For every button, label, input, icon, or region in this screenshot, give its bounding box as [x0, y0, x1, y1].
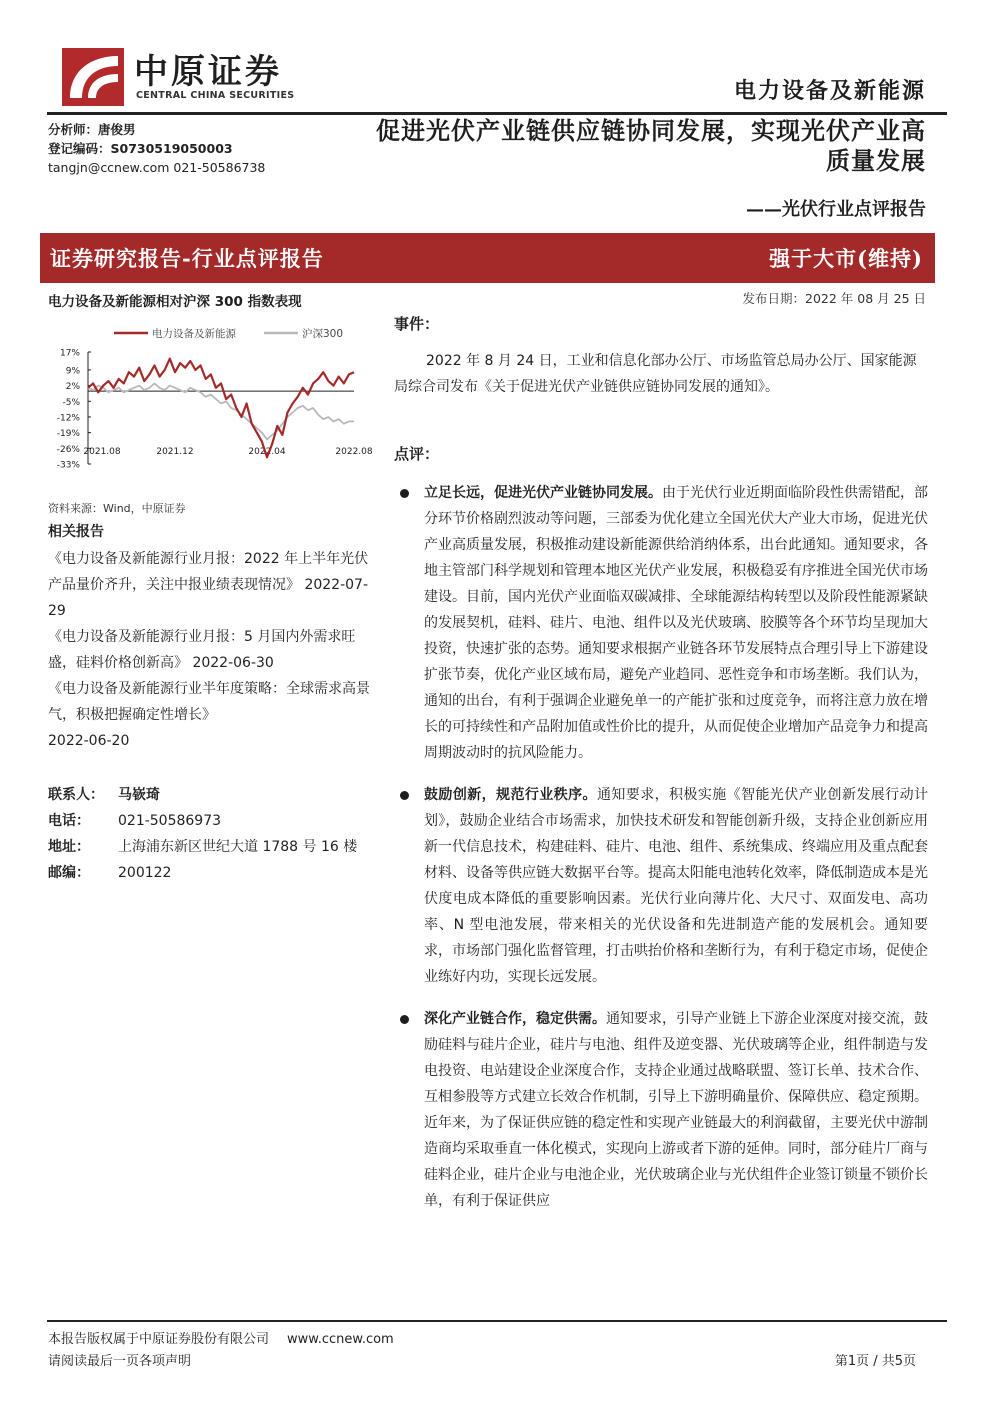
bullet-dot-icon	[400, 1015, 409, 1024]
x-tick-label: 2022.08	[335, 447, 373, 457]
y-tick-label: -19%	[56, 429, 80, 440]
comment-list	[398, 480, 928, 1230]
related-report-date: 2022-06-20	[48, 733, 130, 749]
related-report-title: 《电力设备及新能源行业月报：5 月国内外需求旺盛，硅料价格创新高》	[48, 629, 356, 671]
comment-item	[398, 1006, 928, 1214]
comment-lead: 深化产业链合作，稳定供需。	[424, 1011, 606, 1027]
footer-copyright	[48, 1328, 394, 1347]
legend-label: 电力设备及新能源	[152, 328, 236, 340]
page-number: 第1页 / 共5页	[834, 1354, 916, 1369]
contact-zip-label: 邮编：	[48, 865, 90, 881]
rating-label: 强于大市(维持)	[769, 246, 923, 271]
series-line	[88, 383, 354, 439]
y-tick-label: 17%	[59, 348, 80, 359]
legend-label: 沪深300	[302, 328, 344, 340]
performance-chart	[44, 318, 374, 478]
y-tick-label: -33%	[56, 460, 80, 471]
footer-url-link[interactable]: www.ccnew.com	[287, 1332, 394, 1347]
report-title: 促进光伏产业链供应链协同发展，实现光伏产业高质量发展	[376, 116, 926, 175]
contact-person-label: 联系人：	[48, 787, 104, 803]
related-report-item[interactable]	[48, 624, 376, 676]
related-reports-heading: 相关报告	[48, 524, 104, 540]
bullet-dot-icon	[400, 489, 409, 498]
y-tick-label: -5%	[62, 397, 80, 408]
chart-source: 资料来源：Wind，中原证券	[48, 502, 186, 515]
reg-label: 登记编码：	[48, 141, 111, 156]
x-tick-label: 2022.04	[248, 447, 286, 457]
comment-lead: 鼓励创新，规范行业秩序。	[424, 787, 597, 803]
y-tick-label: -12%	[56, 413, 80, 424]
comment-heading: 点评：	[394, 445, 440, 463]
event-heading: 事件：	[394, 315, 440, 333]
contact-zip: 200122	[118, 865, 172, 881]
contact-phone: 021-50586973	[118, 813, 222, 829]
footer-divider	[47, 1320, 947, 1322]
copyright-text: 本报告版权属于中原证券股份有限公司	[48, 1332, 270, 1347]
related-report-title: 《电力设备及新能源行业半年度策略：全球需求高景气，积极把握确定性增长》	[48, 681, 370, 723]
y-tick-label: 2%	[65, 382, 80, 393]
contact-block	[48, 782, 357, 886]
header-divider	[47, 112, 947, 115]
related-report-item[interactable]	[48, 546, 376, 624]
report-type: 证券研究报告-行业点评报告	[50, 246, 324, 271]
analyst-info	[48, 120, 265, 177]
analyst-name: 唐俊男	[98, 122, 136, 137]
x-tick-label: 2021.12	[156, 447, 194, 457]
related-reports-list	[48, 546, 376, 754]
event-text: 2022 年 8 月 24 日，工业和信息化部办公厅、市场监管总局办公厅、国家能源局综合司发布《关于促进光伏产业链供应链协同发展的通知》。	[394, 353, 917, 395]
comment-text: 通知要求，引导产业链上下游企业深度对接交流，鼓励硅料与硅片企业，硅片与电池、组件及逆变器、光伏玻璃等企业，组件制造与发电投资、电站建设企业深度合作，支持企业通过战略联盟、签订长单、技术合作、互相参股等方式建立长效合作机制，引导上下游明确量价、保障供应、稳定预期。近年来，为了保证供应链的稳定性和实现产业链最大的利润截留，主要光伏中游制造商均采取垂直一体化模式，实现向上游或者下游的延伸。同时，部分硅片厂商与硅料企业，硅片企业与电池企业，光伏玻璃企业与光伏组件企业签订锁量不锁价长单，有利于保证供应	[424, 1011, 928, 1209]
comment-lead: 立足长远，促进光伏产业链协同发展。	[424, 485, 662, 501]
bullet-dot-icon	[400, 791, 409, 800]
related-report-item[interactable]	[48, 676, 376, 754]
reg-code: S0730519050003	[110, 141, 233, 156]
related-report-date: 2022-06-30	[192, 655, 274, 671]
contact-person: 马嵚琦	[118, 787, 160, 803]
company-logo-icon	[62, 48, 124, 106]
y-tick-label: 9%	[65, 366, 80, 377]
related-report-date: 2022-07-29	[48, 577, 368, 619]
contact-address-label: 地址：	[48, 839, 90, 855]
contact-phone-label: 电话：	[48, 813, 90, 829]
sector-label: 电力设备及新能源	[733, 78, 926, 104]
report-subtitle: ——光伏行业点评报告	[746, 199, 926, 220]
brand-name-cn: 中原证券	[134, 52, 282, 92]
footer-disclaimer: 请阅读最后一页各项声明	[48, 1354, 192, 1369]
report-banner	[40, 233, 935, 283]
related-report-title: 《电力设备及新能源行业月报：2022 年上半年光伏产品量价齐升，关注中报业绩表现情况》	[48, 551, 369, 593]
performance-chart-title: 电力设备及新能源相对沪深 300 指数表现	[48, 294, 302, 310]
comment-item	[398, 480, 928, 766]
comment-item	[398, 782, 928, 990]
contact-address: 上海浦东新区世纪大道 1788 号 16 楼	[118, 839, 358, 855]
comment-text: 通知要求，积极实施《智能光伏产业创新发展行动计划》，鼓励企业结合市场需求，加快技术研发和智能创新升级，支持企业创新应用新一代信息技术，构建硅料、硅片、电池、组件、系统集成、终端应用及重点配套材料、设备等供应链大数据平台等。提高太阳能电池转化效率，降低制造成本是光伏度电成本降低的重要影响因素。光伏行业向薄片化、大尺寸、双面发电、高功率、N 型电池发展，带来相关的光伏设备和先进制造产能的发展机会。通知要求，市场部门强化监督管理，打击哄抬价格和垄断行为，有利于稳定市场，促使企业练好内功，实现长远发展。	[424, 787, 929, 985]
y-tick-label: -26%	[56, 444, 80, 455]
analyst-contact: tangjn@ccnew.com 021-50586738	[48, 160, 266, 175]
brand-name-en: CENTRAL CHINA SECURITIES	[136, 90, 295, 101]
x-tick-label: 2021.08	[83, 447, 121, 457]
analyst-label: 分析师：	[48, 122, 99, 137]
comment-text: 由于光伏行业近期面临阶段性供需错配，部分环节价格剧烈波动等问题，三部委为优化建立全国光伏大产业大市场，促进光伏产业高质量发展，积极推动建设新能源供给消纳体系，出台此通知。通知要求，各地主管部门科学规划和管理本地区光伏产业发展，积极稳妥有序推进全国光伏市场建设。目前，国内光伏产业面临双碳减排、全球能源结构转型以及阶段性能源紧缺的发展契机，硅料、硅片、电池、组件以及光伏玻璃、胶膜等各个环节均呈现加大投资，快速扩张的态势。通知要求根据产业链各环节发展特点合理引导上下游建设扩张节奏，优化产业区域布局，避免产业趋同、恶性竞争和市场垄断。我们认为，通知的出台，有利于强调企业避免单一的产能扩张和过度竞争，而将注意力放在增长的可持续性和产品附加值或性价比的提升，从而促使企业增加产品竞争力和提高周期波动时的抗风险能力。	[424, 485, 928, 761]
publish-date: 发布日期：2022 年 08 月 25 日	[742, 291, 926, 306]
